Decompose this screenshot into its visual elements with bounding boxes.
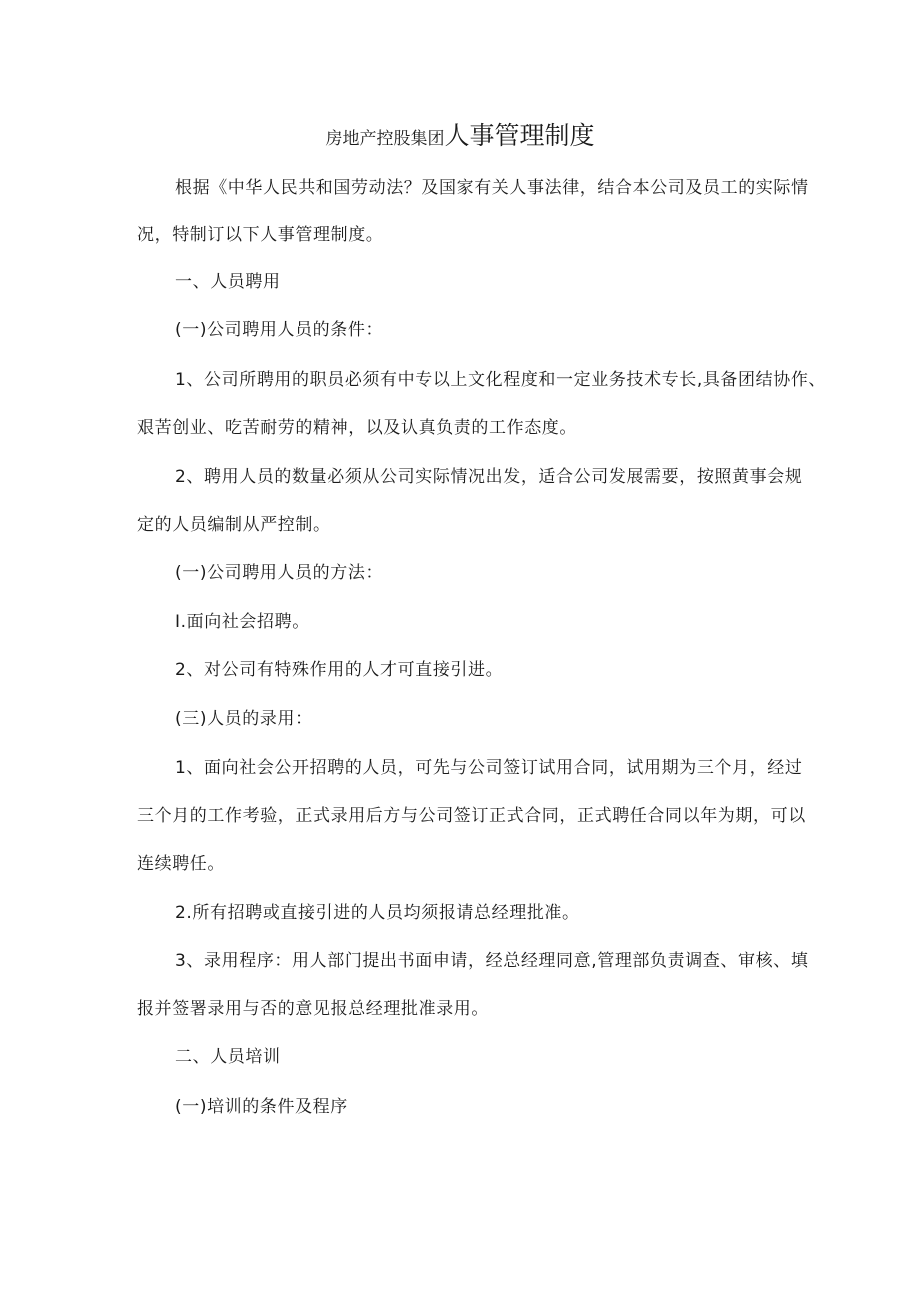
paragraph-line: 1、面向社会公开招聘的人员，可先与公司签订试用合同，试用期为三个月，经过 (175, 758, 803, 778)
section-heading: 一、人员聘用 (175, 272, 281, 292)
paragraph-line: I.面向社会招聘。 (175, 612, 310, 632)
paragraph-line: 报并签署录用与否的意见报总经理批准录用。 (137, 999, 489, 1019)
title-prefix: 房地产控股集团 (325, 129, 445, 149)
title-main: 人事管理制度 (444, 121, 595, 150)
paragraph-line: 2、聘用人员的数量必须从公司实际情况出发，适合公司发展需要，按照黄事会规 (175, 467, 803, 487)
paragraph-line: 1、公司所聘用的职员必须有中专以上文化程度和一定业务技术专长,具备团结协作、 (175, 370, 827, 390)
document-title (0, 116, 920, 152)
subsection-heading: (一)培训的条件及程序 (175, 1097, 348, 1117)
subsection-heading: (三)人员的录用： (175, 709, 313, 729)
paragraph-line: 3、录用程序：用人部门提出书面申请，经总经理同意,管理部负责调查、审核、填 (175, 951, 809, 971)
paragraph-line: 三个月的工作考验，正式录用后方与公司签订正式合同，正式聘任合同以年为期，可以 (137, 806, 806, 826)
paragraph-line: 2.所有招聘或直接引进的人员均须报请总经理批准。 (175, 903, 580, 923)
paragraph-line: 连续聘任。 (137, 854, 225, 874)
subsection-heading: (一)公司聘用人员的条件： (175, 320, 384, 340)
paragraph-line: 2、对公司有特殊作用的人才可直接引进。 (175, 660, 504, 680)
paragraph-line: 根据《中华人民共和国劳动法？及国家有关人事法律，结合本公司及员工的实际情 (175, 178, 809, 198)
paragraph-line: 定的人员编制从严控制。 (137, 515, 331, 535)
paragraph-line: 况，特制订以下人事管理制度。 (137, 225, 384, 245)
paragraph-line: 艰苦创业、吃苦耐劳的精神，以及认真负责的工作态度。 (137, 418, 577, 438)
section-heading: 二、人员培训 (175, 1047, 281, 1067)
subsection-heading: (一)公司聘用人员的方法： (175, 563, 384, 583)
